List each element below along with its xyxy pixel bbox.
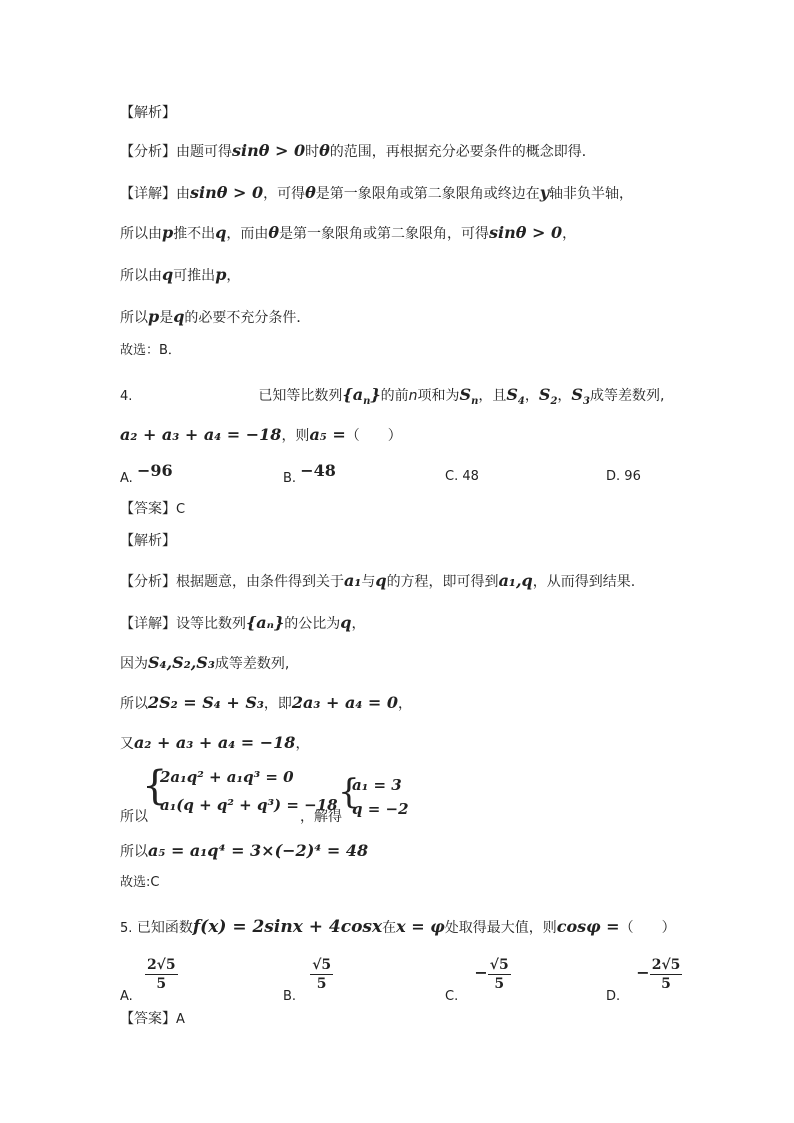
- option-a: A. −96: [120, 461, 173, 486]
- analysis-tag: 【解析】: [120, 105, 176, 121]
- text: 已知等比数列: [258, 388, 343, 404]
- math-inline: $S_4$: [506, 385, 525, 408]
- math-inline: p: [148, 307, 160, 326]
- analysis-paragraph-1: [120, 140, 596, 163]
- text: ，: [562, 226, 577, 242]
- text: 是: [159, 310, 174, 326]
- option-d: D. − $\frac{2√5}{5}$: [606, 957, 681, 1004]
- math-inline: θ: [268, 223, 280, 242]
- text: ，: [557, 388, 572, 404]
- text: 的范围，再根据充分必要条件的概念即得．: [329, 144, 596, 160]
- math-inline: θ: [319, 141, 330, 160]
- math-inline: a₅ =: [309, 425, 346, 444]
- text: ，: [524, 388, 539, 404]
- text: 的前: [380, 388, 409, 404]
- question-4-line-1: [120, 384, 664, 413]
- math-inline: $S_2$: [538, 385, 558, 408]
- math-inline: q: [215, 223, 227, 242]
- text: 时: [305, 144, 320, 160]
- answer-line-2: 【答案】A: [120, 1011, 185, 1027]
- math-inline: sinθ > 0: [489, 223, 563, 242]
- text: ，则: [281, 428, 310, 444]
- choice-result-2: 故选:C: [120, 875, 160, 890]
- option-a: A. $\frac{2√5}{5}$: [120, 957, 176, 1004]
- answer-value: C: [176, 502, 186, 517]
- math-inline: p: [162, 223, 174, 242]
- question-4-line-2: [120, 424, 402, 447]
- text: 成等差数列,: [589, 388, 665, 404]
- analysis-heading: [120, 102, 176, 124]
- q4-detail-1: 【详解】设等比数列{aₙ}的公比为q，: [120, 613, 366, 632]
- text: 所以由: [120, 268, 162, 284]
- math-inline: y: [539, 183, 550, 202]
- text: ，且: [478, 388, 507, 404]
- option-c: C. 48: [445, 469, 479, 484]
- analysis-tag: 【分析】: [120, 144, 176, 160]
- q4-detail-3: 所以2S₂ = S₄ + S₃，即2a₃ + a₄ = 0，: [120, 693, 413, 712]
- question-5: 5. 已知函数f(x) = 2sinx + 4cosx在x = φ处取得最大值，则cosφ =（ ）: [120, 917, 676, 937]
- text: 项和为: [417, 388, 460, 404]
- math-inline: q: [173, 307, 185, 326]
- text: 可推出: [173, 268, 216, 284]
- text: 的必要不充分条件．: [184, 310, 311, 326]
- text: 轴非负半轴，: [549, 186, 634, 202]
- option-b: B. −48: [283, 461, 336, 486]
- math-inline: $\{a_n\}$: [342, 385, 381, 408]
- q4-detail-2: 因为S₄,S₂,S₃成等差数列,: [120, 653, 290, 672]
- text: 所以: [120, 310, 148, 326]
- system-equation-1: 2a₁q² + a₁q³ = 0: [160, 768, 294, 786]
- q4-detail-5: 所以a₅ = a₁q⁴ = 3×(−2)⁴ = 48: [120, 841, 369, 860]
- text: ，: [226, 268, 241, 284]
- text: （ ）: [345, 428, 402, 444]
- solve-text: ，解得: [300, 809, 342, 825]
- q4-analysis-paragraph: 【分析】根据题意，由条件得到关于a₁与q的方程，即可得到a₁,q，从而得到结果.: [120, 571, 636, 590]
- detail-paragraph-4: [120, 306, 310, 329]
- left-brace: {: [142, 763, 168, 809]
- math-inline: sinθ > 0: [190, 183, 264, 202]
- math-inline: sinθ > 0: [232, 141, 306, 160]
- math-inline: n: [408, 388, 418, 404]
- option-b: B. $\frac{√5}{5}$: [283, 957, 332, 1004]
- text: ，而由: [226, 226, 269, 242]
- math-inline: $S_n$: [459, 385, 479, 408]
- detail-paragraph-2: [120, 222, 576, 245]
- solution-2: q = −2: [352, 800, 409, 818]
- detail-paragraph-1: [120, 182, 633, 205]
- question-number: 4.: [120, 389, 133, 404]
- math-inline: $S_3$: [571, 385, 590, 408]
- answer-tag: 【答案】: [120, 501, 176, 517]
- detail-tag: 【详解】: [120, 186, 176, 202]
- answer-line: [120, 498, 185, 521]
- text: 由题可得: [176, 144, 232, 160]
- system-equation-2: a₁(q + q² + q³) = −18: [160, 796, 338, 814]
- text: 是第一象限角或第二象限角，可得: [279, 226, 490, 242]
- option-c: C. − $\frac{√5}{5}$: [445, 957, 509, 1004]
- analysis-heading-2: 【解析】: [120, 533, 176, 549]
- option-d: D. 96: [606, 469, 641, 484]
- solution-1: a₁ = 3: [352, 776, 402, 794]
- math-inline: θ: [305, 183, 316, 202]
- q4-detail-4: 又a₂ + a₃ + a₄ = −18，: [120, 733, 310, 752]
- text: 推不出: [173, 226, 216, 242]
- choice-result: 故选：B．: [120, 343, 181, 358]
- text: 由: [176, 186, 190, 202]
- solution-brace: {: [338, 772, 360, 812]
- text: 是第一象限角或第二象限角或终边在: [315, 186, 540, 202]
- detail-paragraph-3: [120, 264, 240, 287]
- math-inline: q: [162, 265, 174, 284]
- text: 所以由: [120, 226, 162, 242]
- text: ，可得: [263, 186, 306, 202]
- math-inline: a₂ + a₃ + a₄ = −18: [120, 425, 282, 444]
- math-inline: p: [215, 265, 227, 284]
- system-prefix: 所以: [120, 809, 148, 825]
